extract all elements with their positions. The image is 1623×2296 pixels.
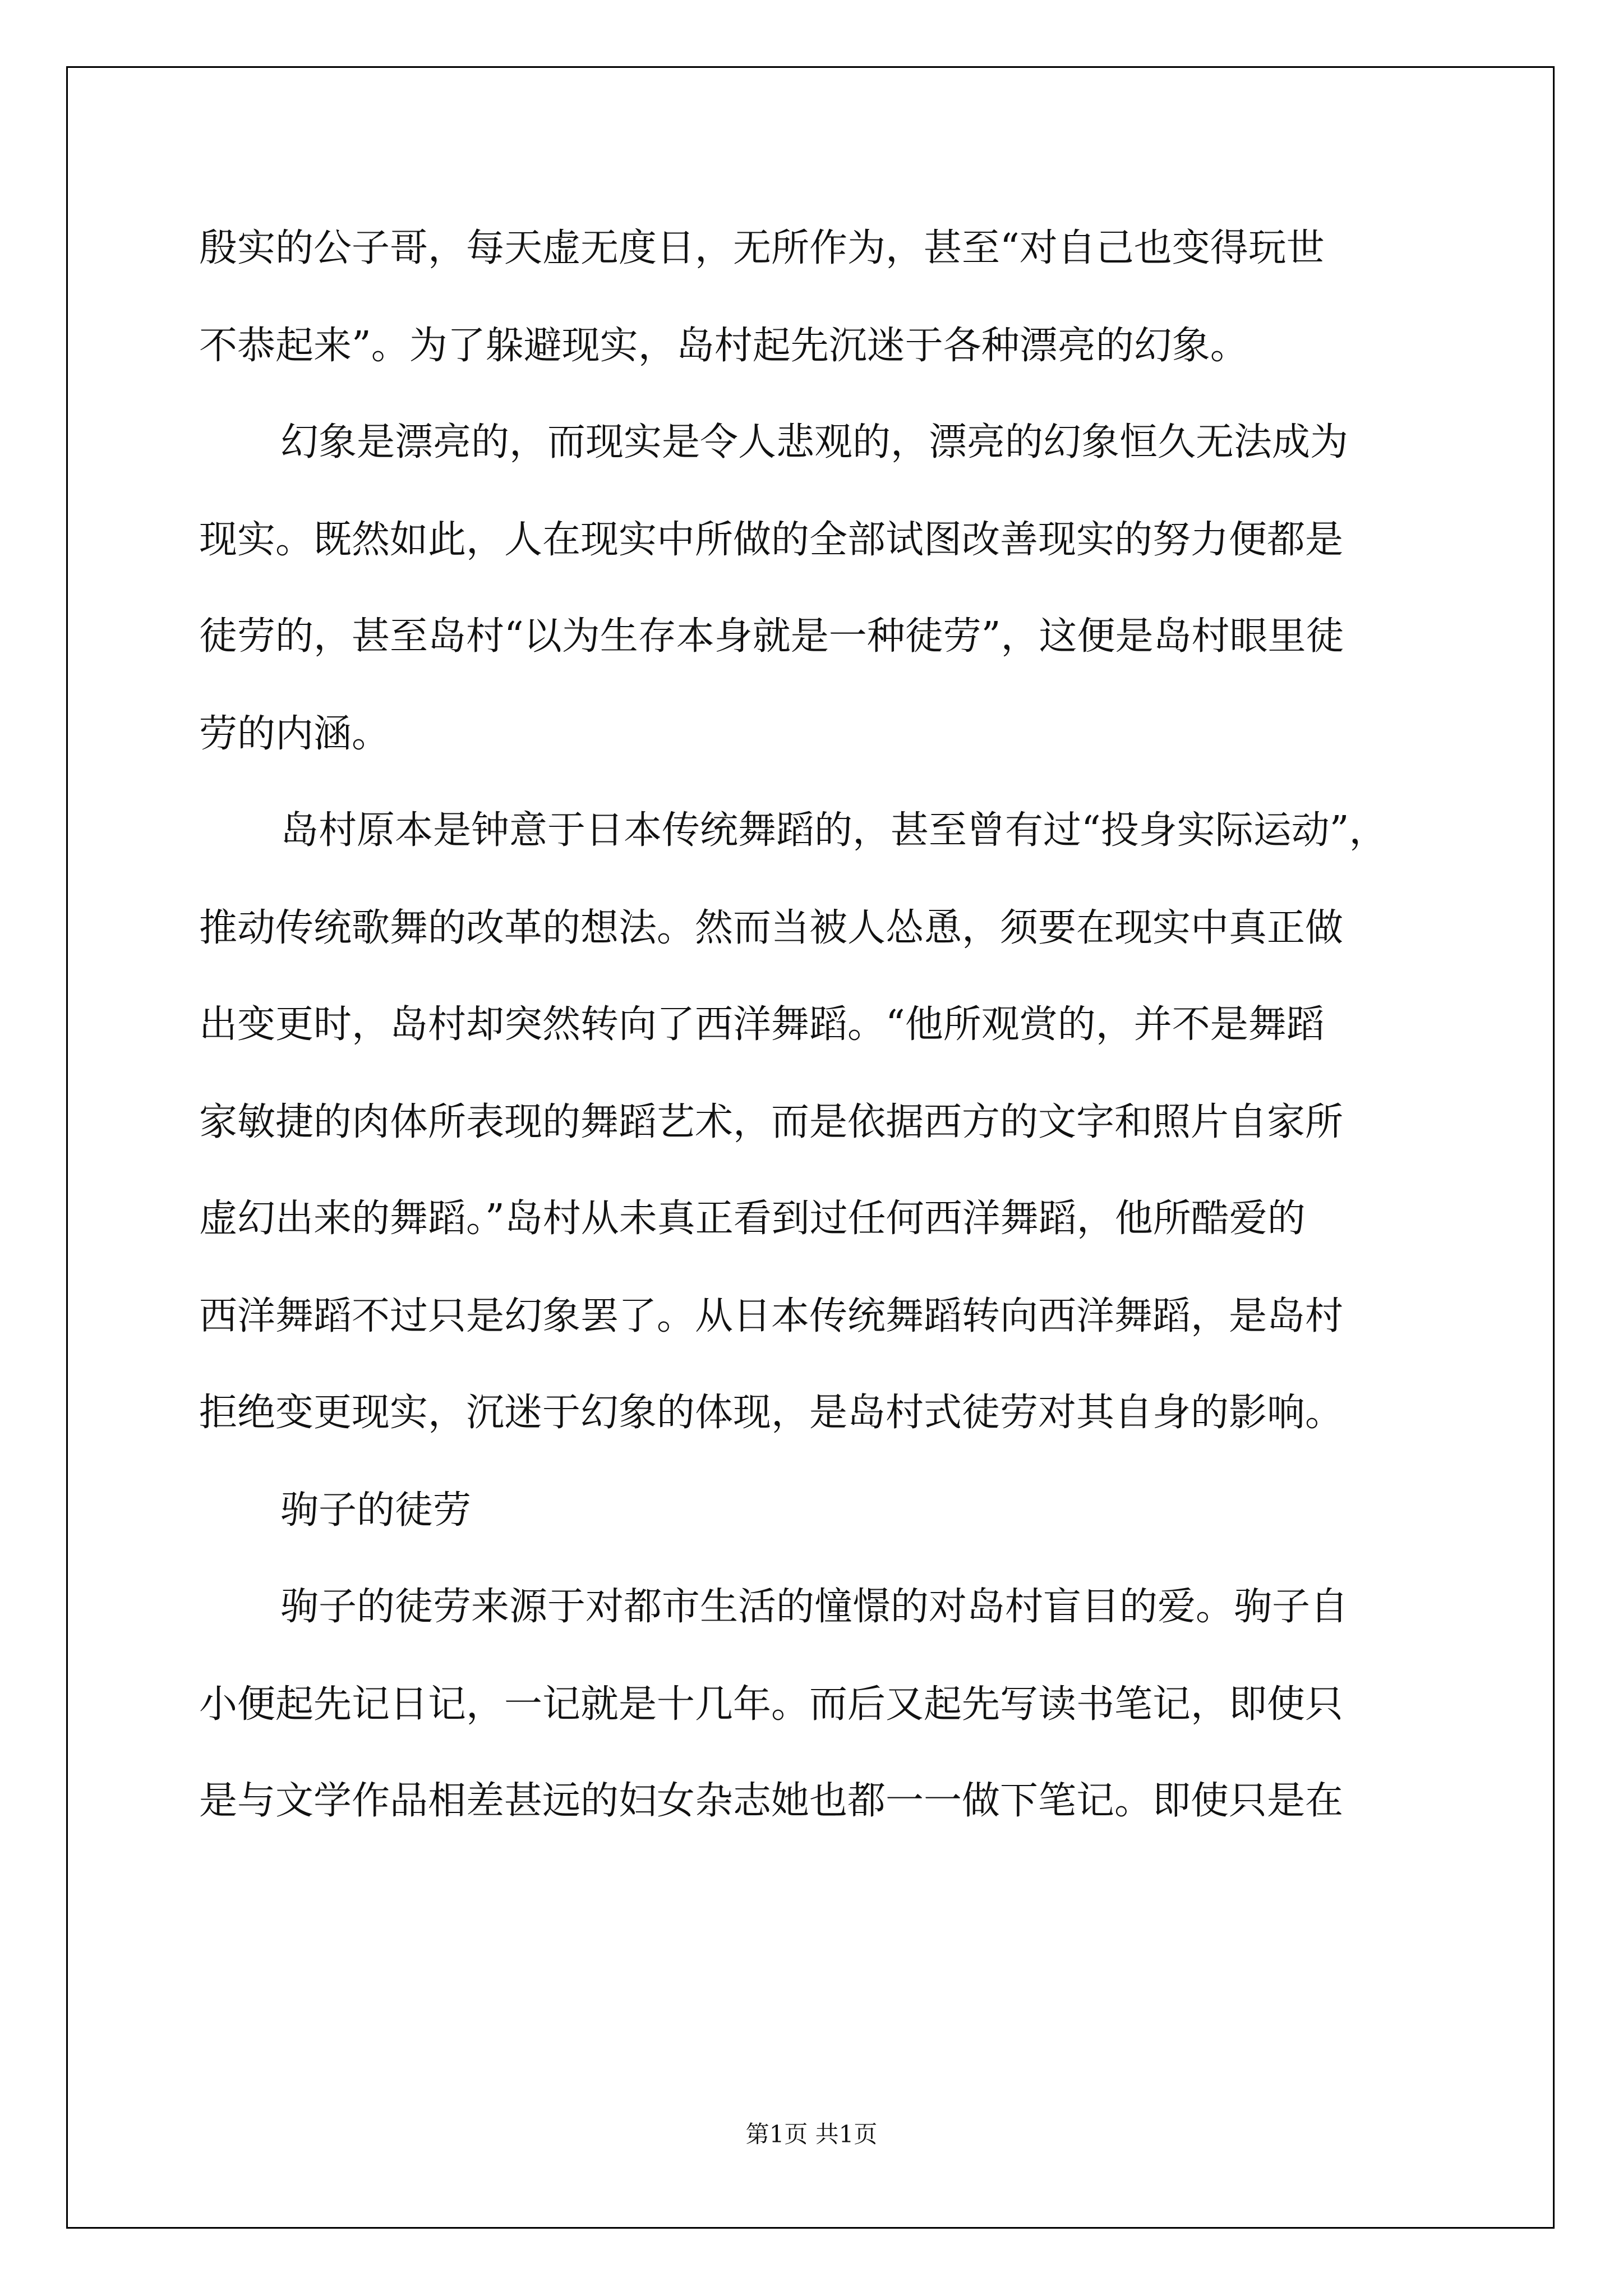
text-line-5: 徒劳的，甚至岛村“以为生存本身就是一种徒劳”，这便是岛村眼里徒	[199, 614, 1344, 659]
text-line-11: 虚幻出来的舞蹈。”岛村从未真正看到过任何西洋舞蹈，他所酷爱的	[199, 1197, 1306, 1241]
text-line-13: 拒绝变更现实，沉迷于幻象的体现，是岛村式徒劳对其自身的影响。	[199, 1391, 1344, 1435]
text-line-3: 幻象是漂亮的，而现实是令人悲观的，漂亮的幻象恒久无法成为	[280, 420, 1349, 464]
text-line-12: 西洋舞蹈不过只是幻象罢了。从日本传统舞蹈转向西洋舞蹈，是岛村	[199, 1294, 1344, 1338]
text-line-2: 不恭起来”。为了躲避现实，岛村起先沉迷于各种漂亮的幻象。	[199, 324, 1248, 368]
text-line-6: 劳的内涵。	[199, 712, 390, 756]
text-line-16: 小便起先记日记，一记就是十几年。而后又起先写读书笔记，即使只	[199, 1682, 1344, 1727]
text-line-8: 推动传统歌舞的改革的想法。然而当被人怂恿，须要在现实中真正做	[199, 906, 1344, 950]
text-line-10: 家敏捷的肉体所表现的舞蹈艺术，而是依据西方的文字和照片自家所	[199, 1100, 1344, 1144]
text-line-4: 现实。既然如此，人在现实中所做的全部试图改善现实的努力便都是	[199, 518, 1344, 562]
text-line-7: 岛村原本是钟意于日本传统舞蹈的，甚至曾有过“投身实际运动”，	[280, 808, 1387, 853]
text-line-17: 是与文学作品相差甚远的妇女杂志她也都一一做下笔记。即使只是在	[199, 1779, 1344, 1823]
text-line-1: 殷实的公子哥，每天虚无度日，无所作为，甚至“对自己也变得玩世	[199, 226, 1325, 270]
text-line-15: 驹子的徒劳来源于对都市生活的憧憬的对岛村盲目的爱。驹子自	[280, 1585, 1349, 1629]
section-heading: 驹子的徒劳	[280, 1488, 472, 1533]
text-line-9: 出变更时，岛村却突然转向了西洋舞蹈。“他所观赏的，并不是舞蹈	[199, 1002, 1325, 1047]
page-footer: 第1页 共1页	[745, 2120, 878, 2148]
